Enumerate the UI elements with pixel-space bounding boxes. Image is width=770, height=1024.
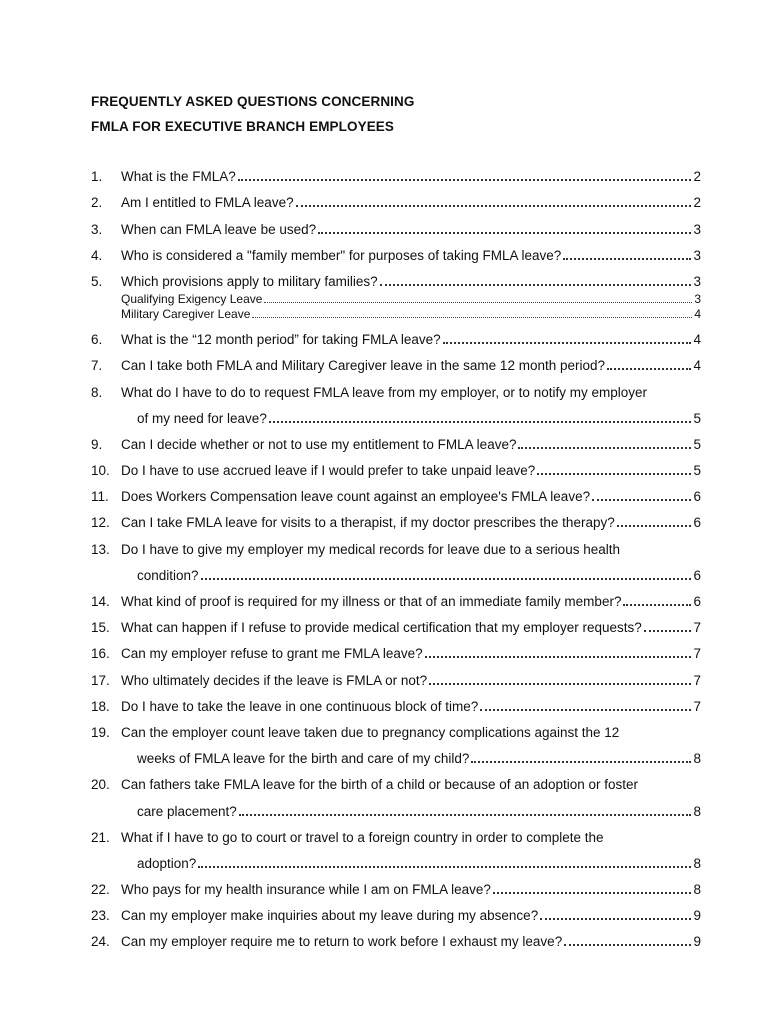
toc-entry [91, 504, 701, 530]
dot-leader [623, 594, 691, 606]
toc-page-number: 6 [693, 515, 701, 531]
toc-page-number: 7 [693, 620, 701, 636]
toc-entry [91, 373, 701, 399]
toc-entry-text: Can my employer require me to return to work before I exhaust my leave? [121, 934, 563, 950]
toc-page-number: 9 [693, 934, 701, 950]
toc-entry-text: Can I take FMLA leave for visits to a therapist, if my doctor prescribes the therapy? [121, 515, 615, 531]
dot-leader [269, 411, 692, 423]
toc-entry-text: What if I have to go to court or travel to a foreign country in order to complete the [121, 829, 604, 845]
toc-entry-continuation [91, 557, 701, 583]
toc-entry-text: Do I have to give my employer my medical records for leave due to a serious health [121, 541, 620, 557]
dot-leader [537, 463, 691, 475]
dot-leader [238, 169, 692, 181]
dot-leader [201, 568, 692, 580]
toc-entry-number: 24. [91, 934, 110, 950]
toc-entry [91, 583, 701, 609]
dot-leader [425, 646, 692, 658]
toc-entry [91, 661, 701, 687]
toc-entry-text: Does Workers Compensation leave count against an employee's FMLA leave? [121, 489, 591, 505]
dot-leader [564, 934, 691, 946]
toc-entry-text: What do I have to do to request FMLA leave from my employer, or to notify my employer [121, 384, 647, 400]
dot-leader [264, 292, 692, 303]
toc-page-number: 2 [693, 195, 701, 211]
toc-entry-number: 7. [91, 358, 103, 374]
dot-leader [493, 882, 692, 894]
dot-leader [607, 358, 691, 370]
toc-entry-text: Which provisions apply to military families? [121, 273, 378, 289]
toc-page-number: 8 [693, 803, 701, 819]
toc-subentry [91, 291, 701, 306]
toc-entry [91, 452, 701, 478]
toc-entry [91, 609, 701, 635]
toc-page-number: 8 [693, 855, 701, 871]
toc-entry [91, 819, 701, 845]
toc-entry-text: Can fathers take FMLA leave for the birth of a child or because of an adoption or foster [121, 777, 639, 793]
toc-entry-text: Can I decide whether or not to use my entitlement to FMLA leave? [121, 436, 517, 452]
toc-entry-number: 9. [91, 436, 103, 452]
toc-entry [91, 478, 701, 504]
dot-leader [318, 222, 691, 234]
toc-subentry [91, 306, 701, 321]
toc-page-number: 9 [693, 908, 701, 924]
toc-entry-number: 6. [91, 332, 103, 348]
toc-entry [91, 714, 701, 740]
toc-page-number: 6 [693, 567, 701, 583]
dot-leader [617, 515, 692, 527]
toc-page-number: 7 [693, 672, 701, 688]
toc-entry-text: Military Caregiver Leave [121, 306, 251, 321]
dot-leader [518, 437, 691, 449]
toc-entry [91, 426, 701, 452]
toc-entry-text: weeks of FMLA leave for the birth and care of my child? [137, 751, 470, 767]
toc-entry-text: Can the employer count leave taken due to pregnancy complications against the 12 [121, 724, 620, 740]
toc-entry-continuation [91, 740, 701, 766]
dot-leader [592, 489, 691, 501]
dot-leader [540, 908, 691, 920]
dot-leader [296, 195, 692, 207]
toc-entry-text: What can happen if I refuse to provide medical certification that my employer requests? [121, 620, 642, 636]
toc-entry-text: When can FMLA leave be used? [121, 221, 317, 237]
toc-entry-text: care placement? [137, 803, 237, 819]
toc-page-number: 6 [693, 489, 701, 505]
toc-entry-number: 22. [91, 882, 110, 898]
toc-entry [91, 158, 701, 184]
toc-entry-text: condition? [137, 567, 199, 583]
toc-entry [91, 923, 701, 949]
toc-entry-text: Do I have to take the leave in one continuous block of time? [121, 698, 479, 714]
toc-entry-text: Can I take both FMLA and Military Caregiver leave in the same 12 month period? [121, 358, 606, 374]
toc-entry [91, 210, 701, 236]
toc-page-number: 7 [693, 698, 701, 714]
toc-entry-text: Who is considered a "family member" for purposes of taking FMLA leave? [121, 247, 562, 263]
toc-entry-text: Do I have to use accrued leave if I would prefer to take unpaid leave? [121, 463, 536, 479]
toc-entry [91, 871, 701, 897]
toc-entry-number: 5. [91, 273, 103, 289]
toc-entry-number: 20. [91, 777, 110, 793]
toc-page-number: 3 [693, 221, 701, 237]
toc-entry-continuation [91, 845, 701, 871]
toc-entry [91, 347, 701, 373]
toc-entry [91, 635, 701, 661]
toc-entry-number: 17. [91, 672, 110, 688]
toc-entry-number: 14. [91, 594, 110, 609]
toc-page-number: 4 [693, 332, 701, 348]
toc-entry [91, 237, 701, 263]
toc-page-number: 7 [693, 646, 701, 662]
dot-leader [252, 307, 692, 318]
toc-page-number: 4 [693, 358, 701, 374]
toc-entry-number: 2. [91, 195, 103, 211]
toc-page-number: 6 [693, 594, 701, 609]
dot-leader [471, 751, 691, 763]
toc-entry-text: Am I entitled to FMLA leave? [121, 195, 294, 211]
toc-page-number: 8 [693, 751, 701, 767]
dot-leader [480, 699, 691, 711]
toc-entry-number: 1. [91, 169, 103, 185]
toc-entry [91, 530, 701, 556]
toc-entry-text: What is the “12 month period” for taking FMLA leave? [121, 332, 441, 348]
toc-entry-number: 13. [91, 541, 110, 557]
dot-leader [198, 856, 691, 868]
toc-page-number: 5 [693, 463, 701, 479]
toc-entry-text: adoption? [137, 855, 197, 871]
dot-leader [443, 332, 692, 344]
toc-entry [91, 263, 701, 289]
toc-entry-number: 12. [91, 515, 110, 531]
toc-entry-number: 11. [91, 489, 109, 505]
toc-entry-text: What kind of proof is required for my illness or that of an immediate family member? [121, 594, 622, 609]
toc-entry-number: 15. [91, 620, 110, 636]
toc-page-number: 3 [693, 247, 701, 263]
toc-entry [91, 897, 701, 923]
toc-entry [91, 688, 701, 714]
toc-page-number: 3 [694, 291, 701, 306]
toc-entry-text: of my need for leave? [137, 410, 267, 426]
dot-leader [380, 274, 692, 286]
toc-entry-number: 4. [91, 247, 103, 263]
toc-page-number: 3 [693, 273, 701, 289]
toc-entry-number: 21. [91, 829, 110, 845]
toc-entry [91, 321, 701, 347]
toc-entry-text: Can my employer refuse to grant me FMLA leave? [121, 646, 423, 662]
toc-page-number: 5 [693, 436, 701, 452]
toc-entry-continuation [91, 400, 701, 426]
dot-leader [563, 248, 691, 260]
toc-entry-number: 19. [91, 724, 110, 740]
toc-page-number: 5 [693, 410, 701, 426]
toc-entry-text: Can my employer make inquiries about my leave during my absence? [121, 908, 539, 924]
dot-leader [429, 673, 691, 685]
toc-entry-text: Qualifying Exigency Leave [121, 291, 263, 306]
toc-page-number: 4 [694, 306, 701, 321]
toc-entry-number: 18. [91, 698, 110, 714]
toc-page-number: 8 [693, 882, 701, 898]
table-of-contents [91, 158, 701, 949]
toc-entry-number: 10. [91, 463, 110, 479]
toc-entry-continuation [91, 792, 701, 818]
toc-entry [91, 184, 701, 210]
toc-entry-number: 16. [91, 646, 110, 662]
toc-entry-number: 3. [91, 221, 103, 237]
toc-entry-number: 23. [91, 908, 110, 924]
toc-page-number: 2 [693, 169, 701, 185]
dot-leader [239, 804, 692, 816]
document-title-line-2: FMLA FOR EXECUTIVE BRANCH EMPLOYEES [91, 119, 395, 134]
toc-entry [91, 766, 701, 792]
toc-entry-number: 8. [91, 384, 103, 400]
dot-leader [644, 620, 692, 632]
toc-entry-text: What is the FMLA? [121, 169, 236, 185]
toc-entry-text: Who pays for my health insurance while I am on FMLA leave? [121, 882, 491, 898]
document-title-line-1: FREQUENTLY ASKED QUESTIONS CONCERNING [91, 94, 415, 109]
toc-entry-text: Who ultimately decides if the leave is FMLA or not? [121, 672, 428, 688]
